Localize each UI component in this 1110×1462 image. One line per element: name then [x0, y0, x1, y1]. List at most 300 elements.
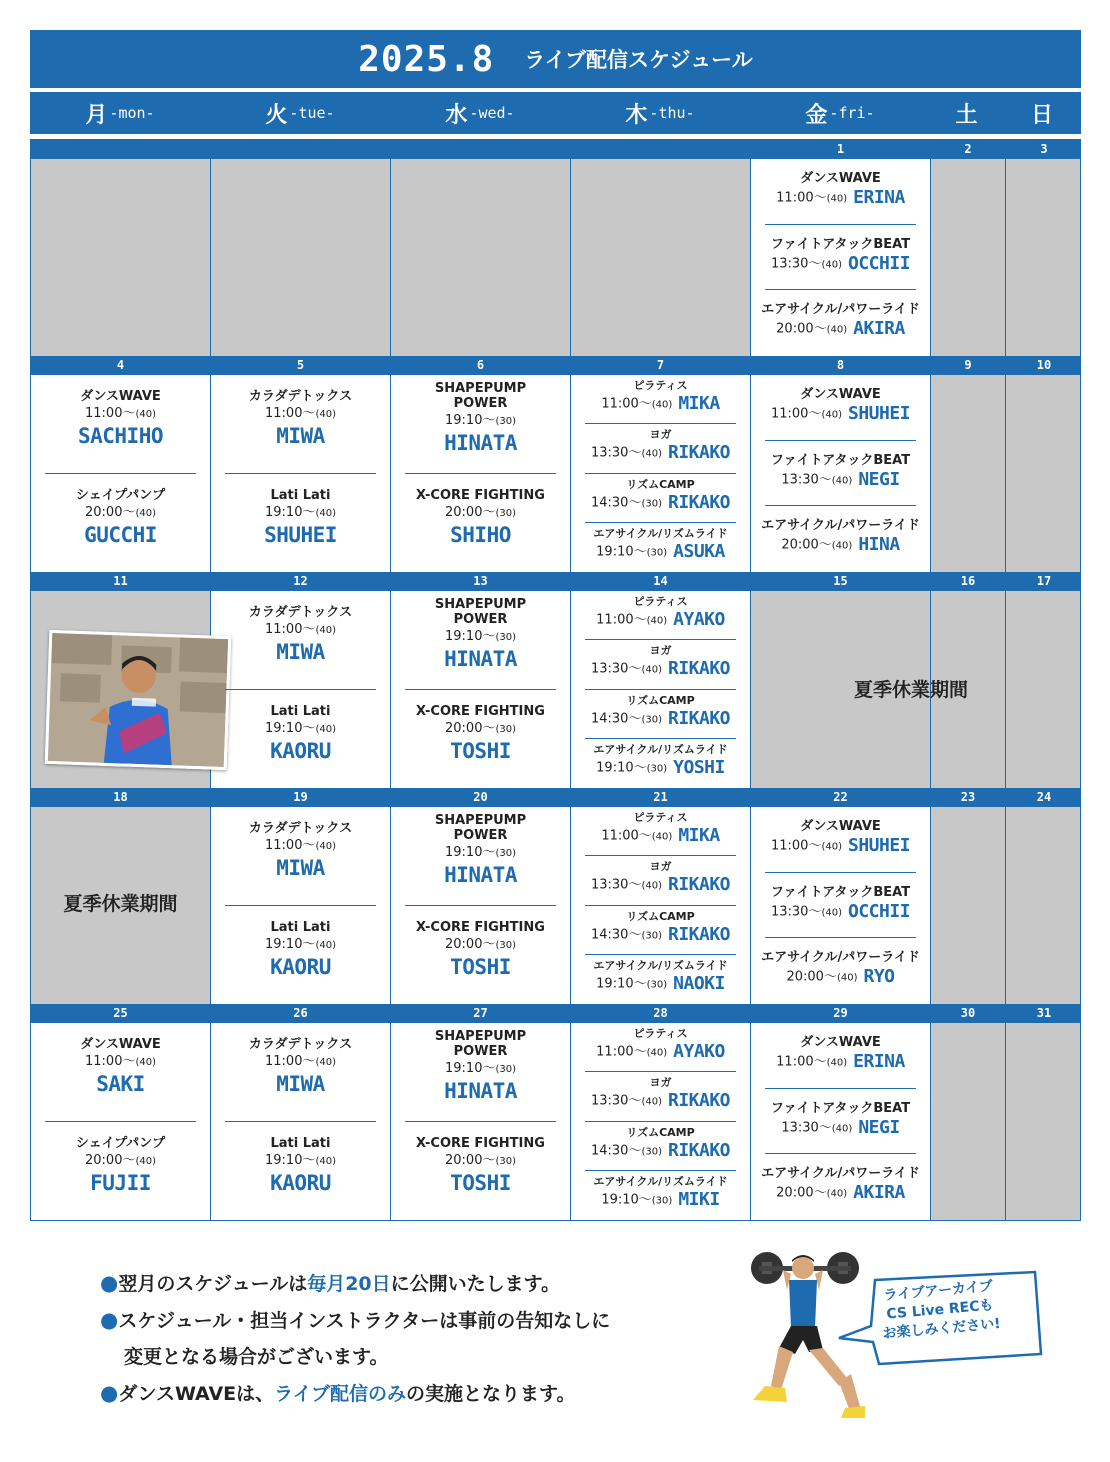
weekday-4 [750, 92, 930, 134]
day-body [571, 375, 750, 572]
duration: (40) [646, 1047, 668, 1059]
instructor-name: TOSHI [450, 1170, 511, 1195]
start-time: 19:10～ [445, 845, 496, 860]
day-cell [931, 356, 1006, 572]
day-body [391, 375, 570, 572]
instructor-name: RIKAKO [667, 874, 731, 896]
class-entry [571, 478, 750, 515]
class-name: ダンスWAVE [80, 1037, 161, 1052]
class-entry [571, 1175, 750, 1212]
class-time [571, 923, 750, 947]
duration: (40) [641, 880, 662, 892]
duration: (40) [826, 1057, 848, 1069]
instructor-name: GUCCHI [84, 522, 157, 547]
start-time: 11:00～ [601, 828, 652, 844]
day-cell [571, 356, 751, 572]
class-name: X-CORE FIGHTING [416, 919, 545, 935]
instructor-name: ERINA [853, 187, 905, 208]
start-time: 13:30～ [770, 904, 822, 920]
day-cell [211, 1004, 391, 1221]
duration: (30) [641, 930, 662, 941]
day-body [571, 159, 750, 356]
class-entry [751, 885, 930, 924]
instructor-name: OCCHII [847, 252, 911, 274]
class-time [211, 503, 390, 523]
duration: (30) [495, 507, 516, 519]
day-body [391, 1023, 570, 1221]
class-time [211, 404, 390, 424]
weekday-header [30, 92, 1081, 134]
start-time: 20:00～ [445, 504, 496, 520]
instructor-name: RIKAKO [667, 707, 731, 729]
divider [585, 639, 736, 640]
note-text: 変更となる場合がございます。 [124, 1346, 389, 1368]
class-entry [391, 597, 570, 671]
weekday-english: -thu- [649, 104, 695, 122]
divider [585, 689, 736, 690]
start-time: 11:00～ [770, 838, 822, 854]
class-name: エアサイクル/リズムライド [593, 1174, 728, 1188]
class-entry [751, 1101, 930, 1140]
class-entry [211, 389, 390, 448]
class-time [751, 1050, 930, 1074]
day-body [571, 807, 750, 1004]
duration: (40) [315, 1057, 336, 1068]
class-time [751, 834, 930, 858]
start-time: 20:00～ [776, 1185, 827, 1201]
start-time: 11:00～ [265, 406, 316, 421]
divider [765, 937, 916, 938]
class-name: エアサイクル/リズムライド [593, 526, 728, 540]
divider [585, 1121, 736, 1122]
instructor-name: MIKI [678, 1188, 720, 1210]
class-name: カラダデトックス [248, 821, 353, 836]
instructor-name: RYO [863, 966, 895, 988]
day-cell [391, 788, 571, 1004]
weekday-kanji: 土 [955, 102, 978, 128]
day-number: 1 [751, 140, 930, 159]
day-number: 14 [571, 572, 750, 591]
instructor-name: YOSHI [673, 756, 725, 778]
duration: (40) [641, 448, 662, 460]
divider [585, 954, 736, 955]
note-highlight: 毎月20日 [307, 1273, 391, 1295]
class-entry [211, 605, 390, 664]
duration: (30) [646, 979, 668, 991]
start-time: 13:30～ [590, 1093, 642, 1109]
day-body [31, 159, 210, 356]
instructor-name: RIKAKO [667, 1139, 731, 1161]
class-time [31, 404, 210, 424]
class-time [211, 836, 390, 856]
day-number: 29 [751, 1004, 930, 1023]
class-name: ピラティス [633, 1027, 688, 1040]
start-time: 19:10～ [265, 504, 316, 520]
instructor-name: RIKAKO [667, 491, 731, 513]
day-cell [31, 572, 211, 788]
note-line [100, 1302, 720, 1339]
class-name: SHAPEPUMP [434, 381, 527, 396]
weekday-kanji: 日 [1030, 102, 1053, 128]
class-name: カラダデトックス [248, 389, 353, 404]
duration: (40) [315, 723, 336, 735]
class-time [571, 1139, 750, 1163]
duration: (40) [135, 1155, 156, 1167]
class-time [571, 756, 750, 780]
start-time: 20:00～ [776, 321, 827, 337]
class-entry [571, 860, 750, 897]
summer-closure-label: 夏季休業期間 [853, 679, 968, 701]
day-cell [211, 572, 391, 788]
duration: (40) [651, 399, 673, 411]
start-time: 14:30～ [590, 1143, 642, 1158]
class-time [571, 540, 750, 564]
start-time: 19:10～ [601, 1192, 652, 1208]
class-time [211, 935, 390, 955]
class-entry [751, 387, 930, 426]
divider [765, 1088, 916, 1089]
weekday-kanji: 水 [445, 102, 468, 128]
class-time [571, 657, 750, 681]
day-cell [391, 1004, 571, 1221]
instructor-name: ASUKA [673, 540, 725, 562]
class-name: SHAPEPUMP [434, 597, 527, 612]
day-number [571, 140, 750, 159]
instructor-name: SHUHEI [264, 522, 337, 547]
instructor-name: AKIRA [853, 1182, 905, 1204]
start-time: 19:10～ [445, 1061, 496, 1076]
divider [585, 1071, 736, 1072]
day-body [571, 1023, 750, 1221]
class-name: エアサイクル/パワーライド [761, 302, 920, 318]
day-number: 17 [1006, 572, 1081, 591]
class-name: エアサイクル/リズムライド [593, 958, 728, 972]
day-cell [931, 788, 1006, 1004]
weekday-kanji: 月 [85, 102, 108, 128]
divider [765, 872, 916, 873]
duration: (40) [826, 1188, 848, 1200]
class-entry [571, 428, 750, 465]
day-cell [391, 140, 571, 356]
weekday-english: -fri- [829, 104, 875, 122]
class-name: ダンスWAVE [800, 819, 881, 834]
class-entry [751, 237, 930, 276]
day-number: 23 [931, 788, 1005, 807]
class-name-2: POWER [453, 828, 508, 843]
day-number: 6 [391, 356, 570, 375]
class-entry [211, 704, 390, 763]
day-body [31, 1023, 210, 1221]
duration: (40) [836, 972, 858, 984]
class-time [571, 707, 750, 731]
day-body [751, 807, 930, 1004]
instructor-name: SACHIHO [77, 424, 163, 448]
start-time: 20:00～ [85, 1152, 136, 1168]
start-time: 13:30～ [781, 1120, 832, 1136]
start-time: 19:10～ [445, 629, 496, 644]
start-time: 11:00～ [85, 1054, 136, 1069]
class-name: リズムCAMP [626, 477, 695, 491]
start-time: 13:30～ [590, 877, 642, 893]
divider [45, 1121, 196, 1122]
class-entry [571, 644, 750, 681]
day-number: 25 [31, 1004, 210, 1023]
weekday-english: -mon- [109, 104, 155, 122]
start-time: 11:00～ [770, 406, 822, 422]
divider [765, 505, 916, 506]
day-cell [751, 788, 931, 1004]
class-entry [751, 171, 930, 210]
weekday-kanji: 火 [265, 102, 288, 128]
day-number: 4 [31, 356, 210, 375]
start-time: 11:00～ [85, 406, 136, 421]
day-number: 7 [571, 356, 750, 375]
class-entry [31, 1136, 210, 1195]
class-time [391, 935, 570, 955]
day-body [1006, 807, 1081, 1004]
start-time: 11:00～ [776, 190, 827, 206]
start-time: 11:00～ [265, 622, 316, 637]
day-cell [31, 140, 211, 356]
duration: (30) [646, 763, 668, 775]
class-name: エアサイクル/パワーライド [761, 950, 920, 966]
weekday-english: -tue- [289, 104, 335, 122]
day-cell [571, 788, 751, 1004]
class-name: ファイトアタックBEAT [770, 884, 911, 900]
class-time [571, 1040, 750, 1064]
weekday-kanji: 金 [805, 102, 828, 128]
instructor-name: TOSHI [450, 738, 511, 763]
instructor-name: HINA [858, 534, 900, 556]
class-name: エアサイクル/リズムライド [593, 742, 728, 756]
day-body [1006, 375, 1081, 572]
class-name: リズムCAMP [626, 1125, 695, 1139]
start-time: 11:00～ [265, 1054, 316, 1069]
divider [405, 905, 556, 906]
class-time [211, 620, 390, 640]
class-name: X-CORE FIGHTING [416, 703, 545, 719]
class-time [751, 1181, 930, 1205]
duration: (40) [135, 507, 156, 519]
class-entry [571, 1126, 750, 1163]
divider [585, 1170, 736, 1171]
duration: (30) [495, 723, 516, 735]
day-body [571, 591, 750, 788]
class-name: シェイプパンプ [75, 487, 166, 503]
day-cell [31, 788, 211, 1004]
class-entry [571, 743, 750, 780]
duration: (40) [821, 409, 842, 421]
class-entry [751, 1166, 930, 1205]
class-time [391, 411, 570, 431]
start-time: 13:30～ [590, 445, 642, 461]
note-text: スケジュール・担当インストラクターは事前の告知なしに [118, 1310, 611, 1332]
day-cell [931, 140, 1006, 356]
instructor-name: FUJII [90, 1170, 151, 1195]
duration: (40) [646, 615, 668, 627]
weekday-6 [1005, 92, 1081, 134]
class-entry [571, 959, 750, 996]
day-body [31, 807, 210, 1004]
instructor-name: RIKAKO [667, 442, 731, 464]
speech-bubble [835, 1268, 1045, 1376]
day-cell [391, 356, 571, 572]
day-body [31, 375, 210, 572]
class-entry [391, 704, 570, 763]
class-time [391, 719, 570, 739]
start-time: 20:00～ [445, 1152, 496, 1168]
class-name: カラダデトックス [248, 605, 353, 620]
duration: (30) [495, 1155, 516, 1167]
start-time: 14:30～ [590, 711, 642, 726]
day-number: 28 [571, 1004, 750, 1023]
class-entry [571, 811, 750, 848]
class-time [751, 965, 930, 989]
duration: (40) [315, 409, 336, 420]
day-number: 22 [751, 788, 930, 807]
start-time: 19:10～ [265, 720, 316, 736]
class-time [571, 972, 750, 996]
divider [765, 289, 916, 290]
class-name: ダンスWAVE [800, 1035, 881, 1050]
class-name: ヨガ [649, 644, 672, 658]
day-number: 10 [1006, 356, 1081, 375]
note-text: の実施となります。 [406, 1383, 576, 1405]
duration: (40) [821, 907, 842, 919]
class-name: ファイトアタックBEAT [770, 1100, 911, 1116]
weekday-5 [930, 92, 1005, 134]
class-entry [211, 821, 390, 880]
day-body [31, 591, 210, 788]
class-time [571, 392, 750, 416]
duration: (40) [826, 324, 848, 336]
start-time: 20:00～ [445, 720, 496, 736]
weekday-2 [390, 92, 570, 134]
schedule-title: ライブ配信スケジュール [524, 48, 753, 72]
instructor-name: AYAKO [673, 1041, 725, 1062]
class-entry [571, 527, 750, 564]
day-cell [1006, 140, 1081, 356]
class-entry [391, 1029, 570, 1103]
instructor-name: HINATA [444, 1079, 517, 1103]
start-time: 20:00～ [786, 969, 837, 985]
day-cell [31, 356, 211, 572]
day-number: 21 [571, 788, 750, 807]
class-time [571, 491, 750, 515]
duration: (40) [831, 475, 853, 487]
instructor-name: OCCHII [847, 900, 911, 922]
class-name: シェイプパンプ [75, 1135, 166, 1151]
class-entry [571, 595, 750, 632]
note-text: ダンスWAVEは、 [118, 1383, 275, 1405]
class-time [571, 824, 750, 848]
class-time [751, 252, 930, 276]
day-number: 30 [931, 1004, 1005, 1023]
day-number: 19 [211, 788, 390, 807]
start-time: 19:10～ [596, 760, 647, 776]
instructor-name: SHUHEI [847, 835, 911, 856]
note-highlight: ライブ配信のみ [274, 1383, 407, 1405]
class-name: ダンスWAVE [800, 387, 881, 402]
bubble-line: CS Live RECも [885, 1297, 995, 1323]
divider [585, 423, 736, 424]
class-name: Lati Lati [270, 919, 331, 935]
duration: (30) [651, 1195, 673, 1207]
day-body [751, 1023, 930, 1221]
class-name: リズムCAMP [626, 909, 695, 923]
duration: (40) [821, 841, 842, 853]
start-time: 19:10～ [596, 544, 647, 560]
class-time [571, 1089, 750, 1113]
day-number: 2 [931, 140, 1005, 159]
day-body [211, 375, 390, 572]
class-entry [391, 1136, 570, 1195]
summer-closure-label: 夏季休業期間 [63, 893, 178, 915]
instructor-name: RIKAKO [667, 658, 731, 680]
instructor-name: ERINA [853, 1051, 905, 1072]
start-time: 11:00～ [265, 838, 316, 853]
class-entry [751, 302, 930, 341]
class-time [211, 719, 390, 739]
instructor-name: TOSHI [450, 954, 511, 979]
instructor-name: HINATA [444, 647, 517, 671]
day-body [1006, 1023, 1081, 1221]
class-entry [391, 813, 570, 887]
duration: (40) [641, 664, 662, 676]
day-number: 12 [211, 572, 390, 591]
class-time [211, 1052, 390, 1072]
class-name: ファイトアタックBEAT [770, 236, 911, 252]
divider [405, 1121, 556, 1122]
weekday-kanji: 木 [625, 102, 648, 128]
start-time: 19:10～ [265, 936, 316, 952]
duration: (30) [495, 416, 516, 427]
start-time: 13:30～ [770, 256, 822, 272]
duration: (30) [495, 632, 516, 643]
class-time [391, 503, 570, 523]
instructor-name: HINATA [444, 863, 517, 887]
class-entry [391, 381, 570, 455]
day-cell [1006, 788, 1081, 1004]
note-text: 翌月のスケジュールは [118, 1273, 308, 1295]
class-time [751, 1116, 930, 1140]
day-cell [1006, 1004, 1081, 1221]
duration: (40) [315, 939, 336, 951]
class-name: SHAPEPUMP [434, 1029, 527, 1044]
weekday-1 [210, 92, 390, 134]
class-name: ピラティス [633, 379, 688, 392]
instructor-name: NEGI [858, 1116, 900, 1138]
duration: (40) [641, 1096, 662, 1108]
duration: (30) [495, 939, 516, 951]
start-time: 20:00～ [781, 537, 832, 553]
start-time: 11:00～ [601, 396, 652, 412]
duration: (40) [135, 1057, 156, 1068]
class-entry [571, 1076, 750, 1113]
class-name: ピラティス [633, 811, 688, 824]
weekday-0 [30, 92, 210, 134]
class-time [31, 1151, 210, 1171]
class-time [31, 1052, 210, 1072]
start-time: 20:00～ [445, 936, 496, 952]
class-time [751, 186, 930, 210]
day-cell [751, 1004, 931, 1221]
class-name: ダンスWAVE [80, 389, 161, 404]
class-time [391, 1059, 570, 1079]
day-cell [751, 140, 931, 356]
class-entry [211, 488, 390, 547]
notes [100, 1265, 720, 1412]
